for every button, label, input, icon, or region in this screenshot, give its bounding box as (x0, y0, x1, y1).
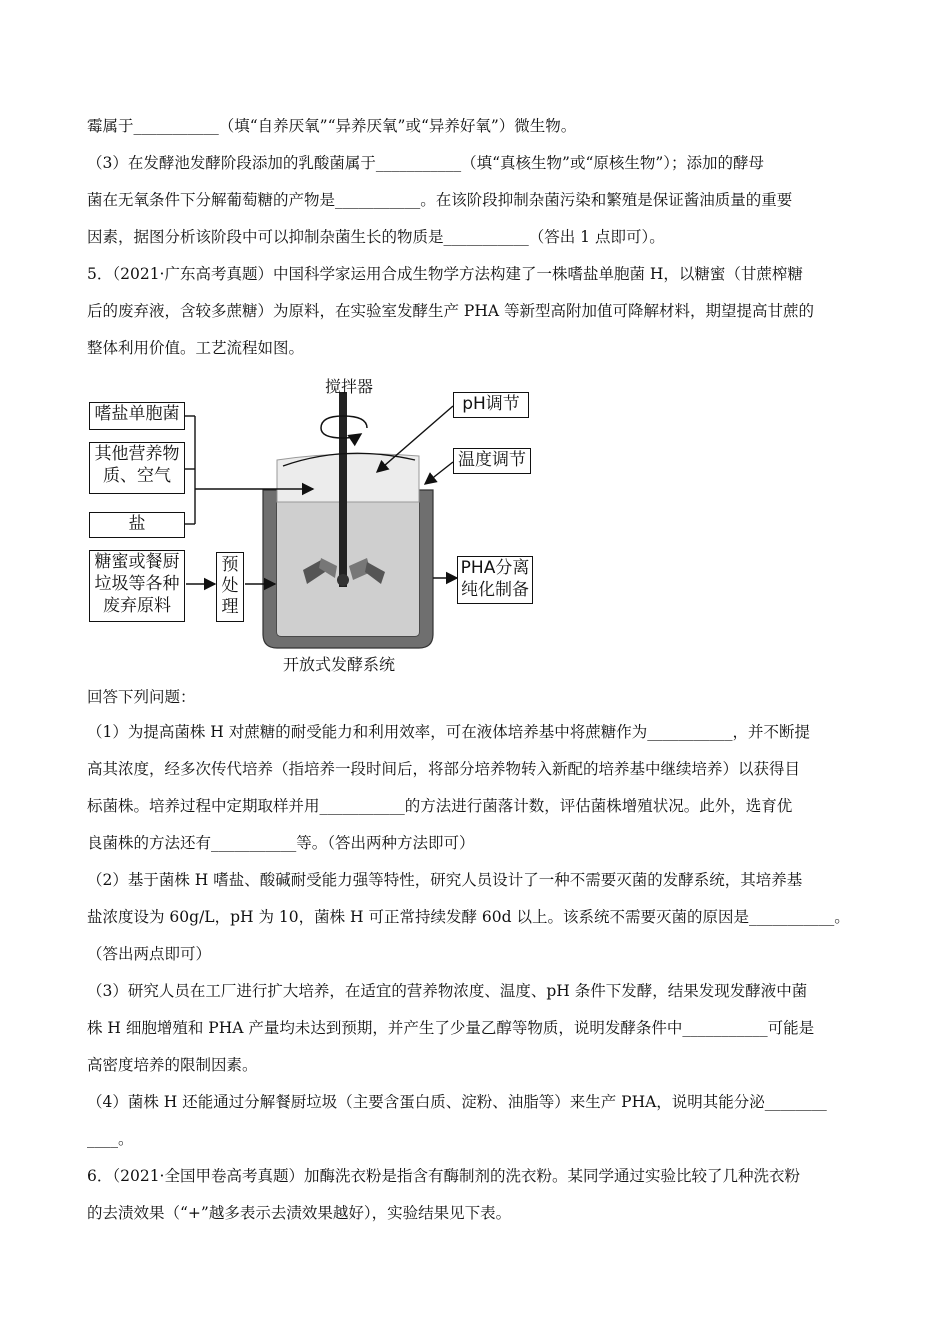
nutrients-box (89, 442, 185, 494)
pha-box (457, 556, 533, 604)
text-line: 高密度培养的限制因素。 (87, 1056, 258, 1074)
system-label: 开放式发酵系统 (283, 655, 396, 674)
question-6-title: 6．（2021·全国甲卷高考真题）加酶洗衣粉是指含有酶制剂的洗衣粉。某同学通过实验比较了几种洗衣粉 (87, 1167, 800, 1185)
bacteria-box: 嗜盐单胞菌 (89, 402, 185, 430)
text-line: 整体利用价值。工艺流程如图。 (87, 339, 305, 357)
text-line: 株 H 细胞增殖和 PHA 产量均未达到预期，并产生了少量乙醇等物质，说明发酵条件中___________可能是 (87, 1019, 815, 1037)
text-line: （4）菌株 H 还能通过分解餐厨垃圾（主要含蛋白质、淀粉、油脂等）来生产 PHA，说明其能分泌________ (87, 1093, 827, 1111)
salt-box: 盐 (89, 512, 185, 538)
text-line: 高其浓度，经多次传代培养（指培养一段时间后，将部分培养物转入新配的培养基中继续培养）以获得目 (87, 760, 801, 778)
temp-box: 温度调节 (453, 448, 531, 474)
waste-line-3: 废弃原料 (103, 596, 171, 616)
pha-line-1: PHA分离 (460, 558, 530, 578)
stirrer-shaft (339, 392, 347, 587)
text-line: 因素，据图分析该阶段中可以抑制杂菌生长的物质是___________（答出 1 点即可）。 (87, 228, 665, 246)
pretreat-box: 预处理 (216, 552, 244, 622)
text-line: （3）在发酵池发酵阶段添加的乳酸菌属于___________（填“真核生物”或“原核生物”）；添加的酵母 (87, 154, 765, 172)
text-line: 霉属于___________（填“自养厌氧”“异养厌氧”或“异养好氧”）微生物。 (87, 117, 577, 135)
text-line: ____。 (87, 1130, 134, 1148)
text-line: 菌在无氧条件下分解葡萄糖的产物是___________。在该阶段抑制杂菌污染和繁殖是保证酱油质量的重要 (87, 191, 793, 209)
question-5-title: 5．（2021·广东高考真题）中国科学家运用合成生物学方法构建了一株嗜盐单胞菌 H，以糖蜜（甘蔗榨糖 (87, 265, 803, 283)
text-line: 后的废弃液，含较多蔗糖）为原料，在实验室发酵生产 PHA 等新型高附加值可降解材料，期望提高甘蔗的 (87, 302, 814, 320)
text-line: 的去渍效果（“+”越多表示去渍效果越好），实验结果见下表。 (87, 1204, 512, 1222)
text-line: 良菌株的方法还有___________等。（答出两种方法即可） (87, 834, 475, 852)
waste-line-1: 糖蜜或餐厨 (94, 552, 180, 572)
text-line: （1）为提高菌株 H 对蔗糖的耐受能力和利用效率，可在液体培养基中将蔗糖作为___________，并不断提 (87, 723, 810, 741)
text-line: 回答下列问题： (87, 688, 196, 706)
text-line: （答出两点即可） (87, 945, 212, 963)
nutrients-line-2: 质、空气 (103, 466, 171, 486)
fermentation-process-diagram (85, 372, 535, 677)
ph-box: pH调节 (453, 392, 529, 418)
text-line: 盐浓度设为 60g/L，pH 为 10，菌株 H 可正常持续发酵 60d 以上。该系统不需要灭菌的原因是___________。 (87, 908, 850, 926)
tank-liquid (277, 502, 419, 636)
text-line: 标菌株。培养过程中定期取样并用___________的方法进行菌落计数，评估菌株增殖状况。此外，选育优 (87, 797, 793, 815)
waste-line-2: 垃圾等各种 (94, 574, 180, 594)
pha-line-2: 纯化制备 (461, 580, 529, 600)
nutrients-line-1: 其他营养物 (94, 444, 180, 464)
stirrer-label: 搅拌器 (325, 377, 374, 396)
text-line: （2）基于菌株 H 嗜盐、酸碱耐受能力强等特性，研究人员设计了一种不需要灭菌的发酵系统，其培养基 (87, 871, 803, 889)
waste-box (89, 550, 185, 622)
text-line: （3）研究人员在工厂进行扩大培养，在适宜的营养物浓度、温度、pH 条件下发酵，结果发现发酵液中菌 (87, 982, 808, 1000)
